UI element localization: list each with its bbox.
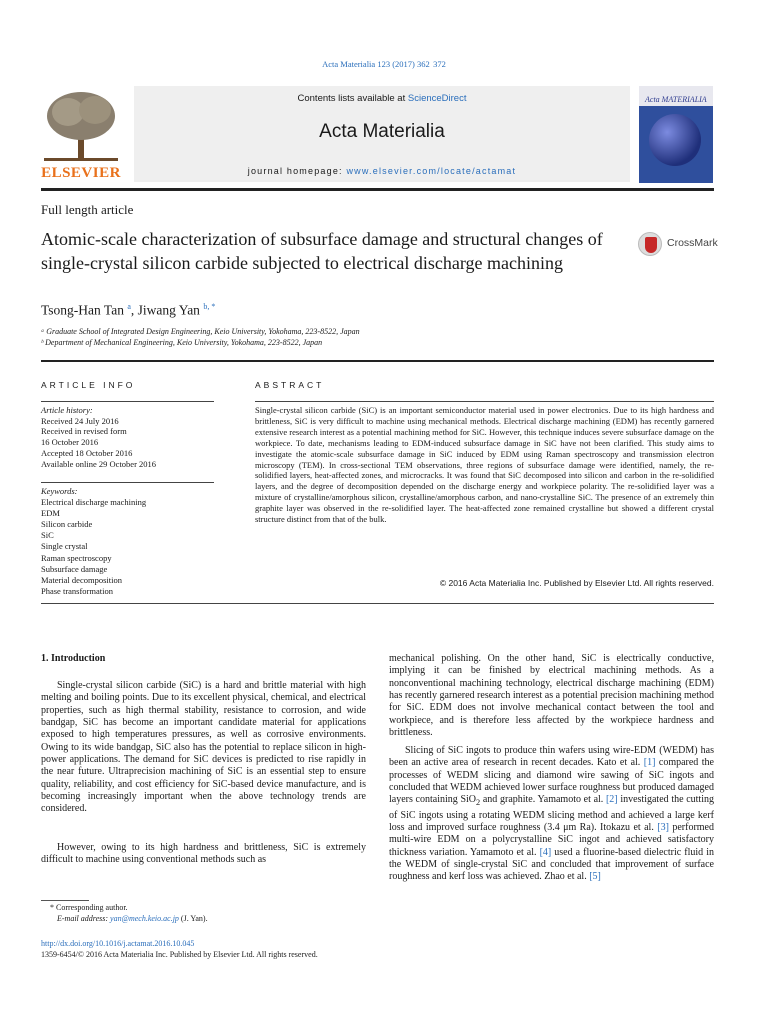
section-divider (41, 603, 714, 604)
section-heading-introduction: 1. Introduction (41, 653, 106, 664)
divider (41, 401, 214, 402)
article-title: Atomic-scale characterization of subsurface damage and structural changes of single-crystal silicon carbide subjected to electrical discharge machining (41, 229, 603, 273)
affiliation-ref-link[interactable]: a (127, 302, 131, 311)
reference-link[interactable]: [4] (539, 846, 552, 858)
keyword: SiC (41, 530, 54, 541)
abstract-copyright: © 2016 Acta Materialia Inc. Published by Elsevier Ltd. All rights reserved. (439, 578, 714, 588)
keyword: Material decomposition (41, 574, 122, 585)
elsevier-wordmark: ELSEVIER (41, 165, 121, 181)
homepage-prefix: journal homepage: (247, 166, 343, 176)
email-note (57, 914, 208, 923)
reference-link[interactable]: [1] (643, 757, 656, 769)
history-label: Article history: (41, 405, 93, 415)
body-paragraph: mechanical polishing. On the other hand, SiC is electrically conductive, implying it can be finished by electrical machining methods. As a nonconventional machining technology, electrical discharge machining (EDM) has recently garnered research interest as a potential precision machining method for SiC. EDM does not involve mechanical contact between the tool and workpiece, and is therefore less affected by the workpiece hardness and brittleness. (389, 653, 714, 739)
keywords-list (41, 486, 146, 597)
history-item: Accepted 18 October 2016 (41, 447, 133, 458)
abstract-text: Single-crystal silicon carbide (SiC) is an important semiconductor material used in power electronics. Due to its high hardness and brittleness, SiC is very difficult to machine using mechanical methods. Electrical discharge machining (EDM) has recently garnered extensive research interest as a potential machining method for SiC. However, this technique induces severe subsurface damage on the workpiece. To date, mechanisms leading to EDM-induced subsurface damage in SiC have not been clarified. This study aims to investigate the atomic-scale subsurface damage in SiC induced by EDM using Raman spectroscopy and transmission electron microscopy (TEM). In cross-sectional TEM observations, three regions of subsurface damage were identified, namely, the re-solidified layers, heat-affected zones, and microcracks. It was found that SiC decomposed into silicon and carbon in the re-solidified layers, and the degree of decomposition depended on the discharge energy and workpiece polarity. The re-solidified layer was a mixture of crystalline/amorphous silicon, crystalline/amorphous carbon, and nano-crystalline SiC. The presence of an extremely thin graphite layer was observed in the re-solidified layer. The heat-affected zone remained crystalline but showed a different crystal structure distinct from that of the bulk. (255, 405, 714, 525)
corresponding-author-note: * Corresponding author. (50, 903, 128, 912)
journal-homepage-line (134, 166, 630, 176)
crossmark-badge[interactable] (638, 232, 718, 256)
history-item: 16 October 2016 (41, 437, 99, 448)
journal-homepage-link[interactable]: www.elsevier.com/locate/actamat (346, 166, 517, 176)
divider (255, 401, 714, 402)
contents-available-line (134, 93, 630, 104)
author-name: Tsong-Han Tan (41, 302, 124, 318)
cover-title: Acta MATERIALIA (645, 95, 707, 104)
email-suffix: (J. Yan). (180, 914, 208, 923)
journal-name: Acta Materialia (319, 121, 445, 142)
footnote-divider (41, 900, 89, 901)
reference-link[interactable]: [3] (657, 822, 669, 834)
keyword: Single crystal (41, 541, 88, 552)
reference-link[interactable]: [5] (589, 871, 601, 883)
keyword: Raman spectroscopy (41, 552, 112, 563)
keyword: Silicon carbide (41, 519, 93, 530)
history-item: Received 24 July 2016 (41, 415, 119, 426)
cover-graphic (649, 114, 701, 166)
keyword: Electrical discharge machining (41, 497, 147, 508)
history-item: Available online 29 October 2016 (41, 458, 157, 469)
email-label: E-mail address: (57, 914, 109, 923)
body-paragraph: However, owing to its high hardness and brittleness, SiC is extremely difficult to machine using conventional methods such as (41, 842, 366, 866)
issn-copyright: 1359-6454/© 2016 Acta Materialia Inc. Published by Elsevier Ltd. All rights reserved. (41, 950, 318, 959)
crossmark-label: CrossMark (667, 237, 718, 249)
author-email-link[interactable]: yan@mech.keio.ac.jp (110, 914, 179, 923)
journal-cover-image[interactable] (639, 86, 713, 183)
article-history (41, 405, 156, 469)
reference-link[interactable]: [2] (605, 794, 618, 806)
journal-citation-link[interactable]: Acta Materialia 123 (2017) 362 372 (322, 59, 446, 69)
author-list: Tsong-Han Tan $^a$, Jiwang Yan $^{b, *}$ (41, 302, 216, 318)
keyword: Subsurface damage (41, 563, 108, 574)
sciencedirect-link[interactable]: ScienceDirect (407, 93, 467, 104)
keywords-label: Keywords: (41, 486, 78, 496)
keyword: EDM (41, 508, 60, 519)
affiliation-b: ᵇ Department of Mechanical Engineering, Keio University, Yokohama, 223-8522, Japan (41, 338, 323, 347)
author-name: Jiwang Yan (137, 302, 200, 318)
section-divider (41, 360, 714, 362)
affiliation-a: ᵃ Graduate School of Integrated Design Engineering, Keio University, Yokohama, 223-8522, Japan (41, 327, 360, 336)
affiliation-ref-link[interactable]: b, * (203, 302, 216, 311)
history-item: Received in revised form (41, 426, 127, 437)
divider (41, 482, 214, 483)
doi-link[interactable]: http://dx.doi.org/10.1016/j.actamat.2016.10.045 (41, 939, 195, 948)
crossmark-icon (638, 232, 662, 256)
body-paragraph: Slicing of SiC ingots to produce thin wafers using wire-EDM (WEDM) has been an active area of research in recent decades. Kato et al. [1] compared the processes of WEDM slicing and diamond wire sawing of SiC ingots and concluded that WEDM achieved lower surface roughness but produced damaged layers containing SiO$_2$ and graphite. Yamamoto et al. [2] investigated the cutting of SiC ingots using a rotating WEDM slicing method and achieved a large kerf loss and improved surface roughness (3.4 μm Ra). Itokazu et al. [3] performed multi-wire EDM on a polycrystalline SiC ingot and achieved satisfactory thickness variation. Yamamoto et al. [4] used a fluorine-based dielectric fluid in the WEDM of single-crystal SiC and concluded that improvement of surface roughness and kerf loss was achieved. Zhao et al. [5] (389, 745, 714, 883)
article-info-heading: ARTICLE INFO (41, 380, 136, 390)
article-type: Full length article (41, 202, 134, 217)
abstract-heading: ABSTRACT (255, 380, 325, 390)
contents-prefix: Contents lists available at (297, 93, 406, 104)
body-paragraph: Single-crystal silicon carbide (SiC) is a hard and brittle material with high melting and boiling points. Due to its excellent physical, chemical, and electrical properties, such as high thermal stability, resistance to corrosion, and wide bandgap, SiC has become an important candidate material for applications exposed to high temperatures pressures, as well as corrosive environments. Owing to its wide bandgap, SiC also has the potential to replace silicon in high-power applications. The demand for SiC devices is predicted to rise rapidly in the near future. Ultraprecision machining of SiC is an essential step to ensure quality, reliability, and cost efficiency for SiC-based device manufacture, and is becoming increasingly important when the above technology trends are considered. (41, 680, 366, 815)
keyword: Phase transformation (41, 585, 113, 596)
header-divider (41, 188, 714, 191)
